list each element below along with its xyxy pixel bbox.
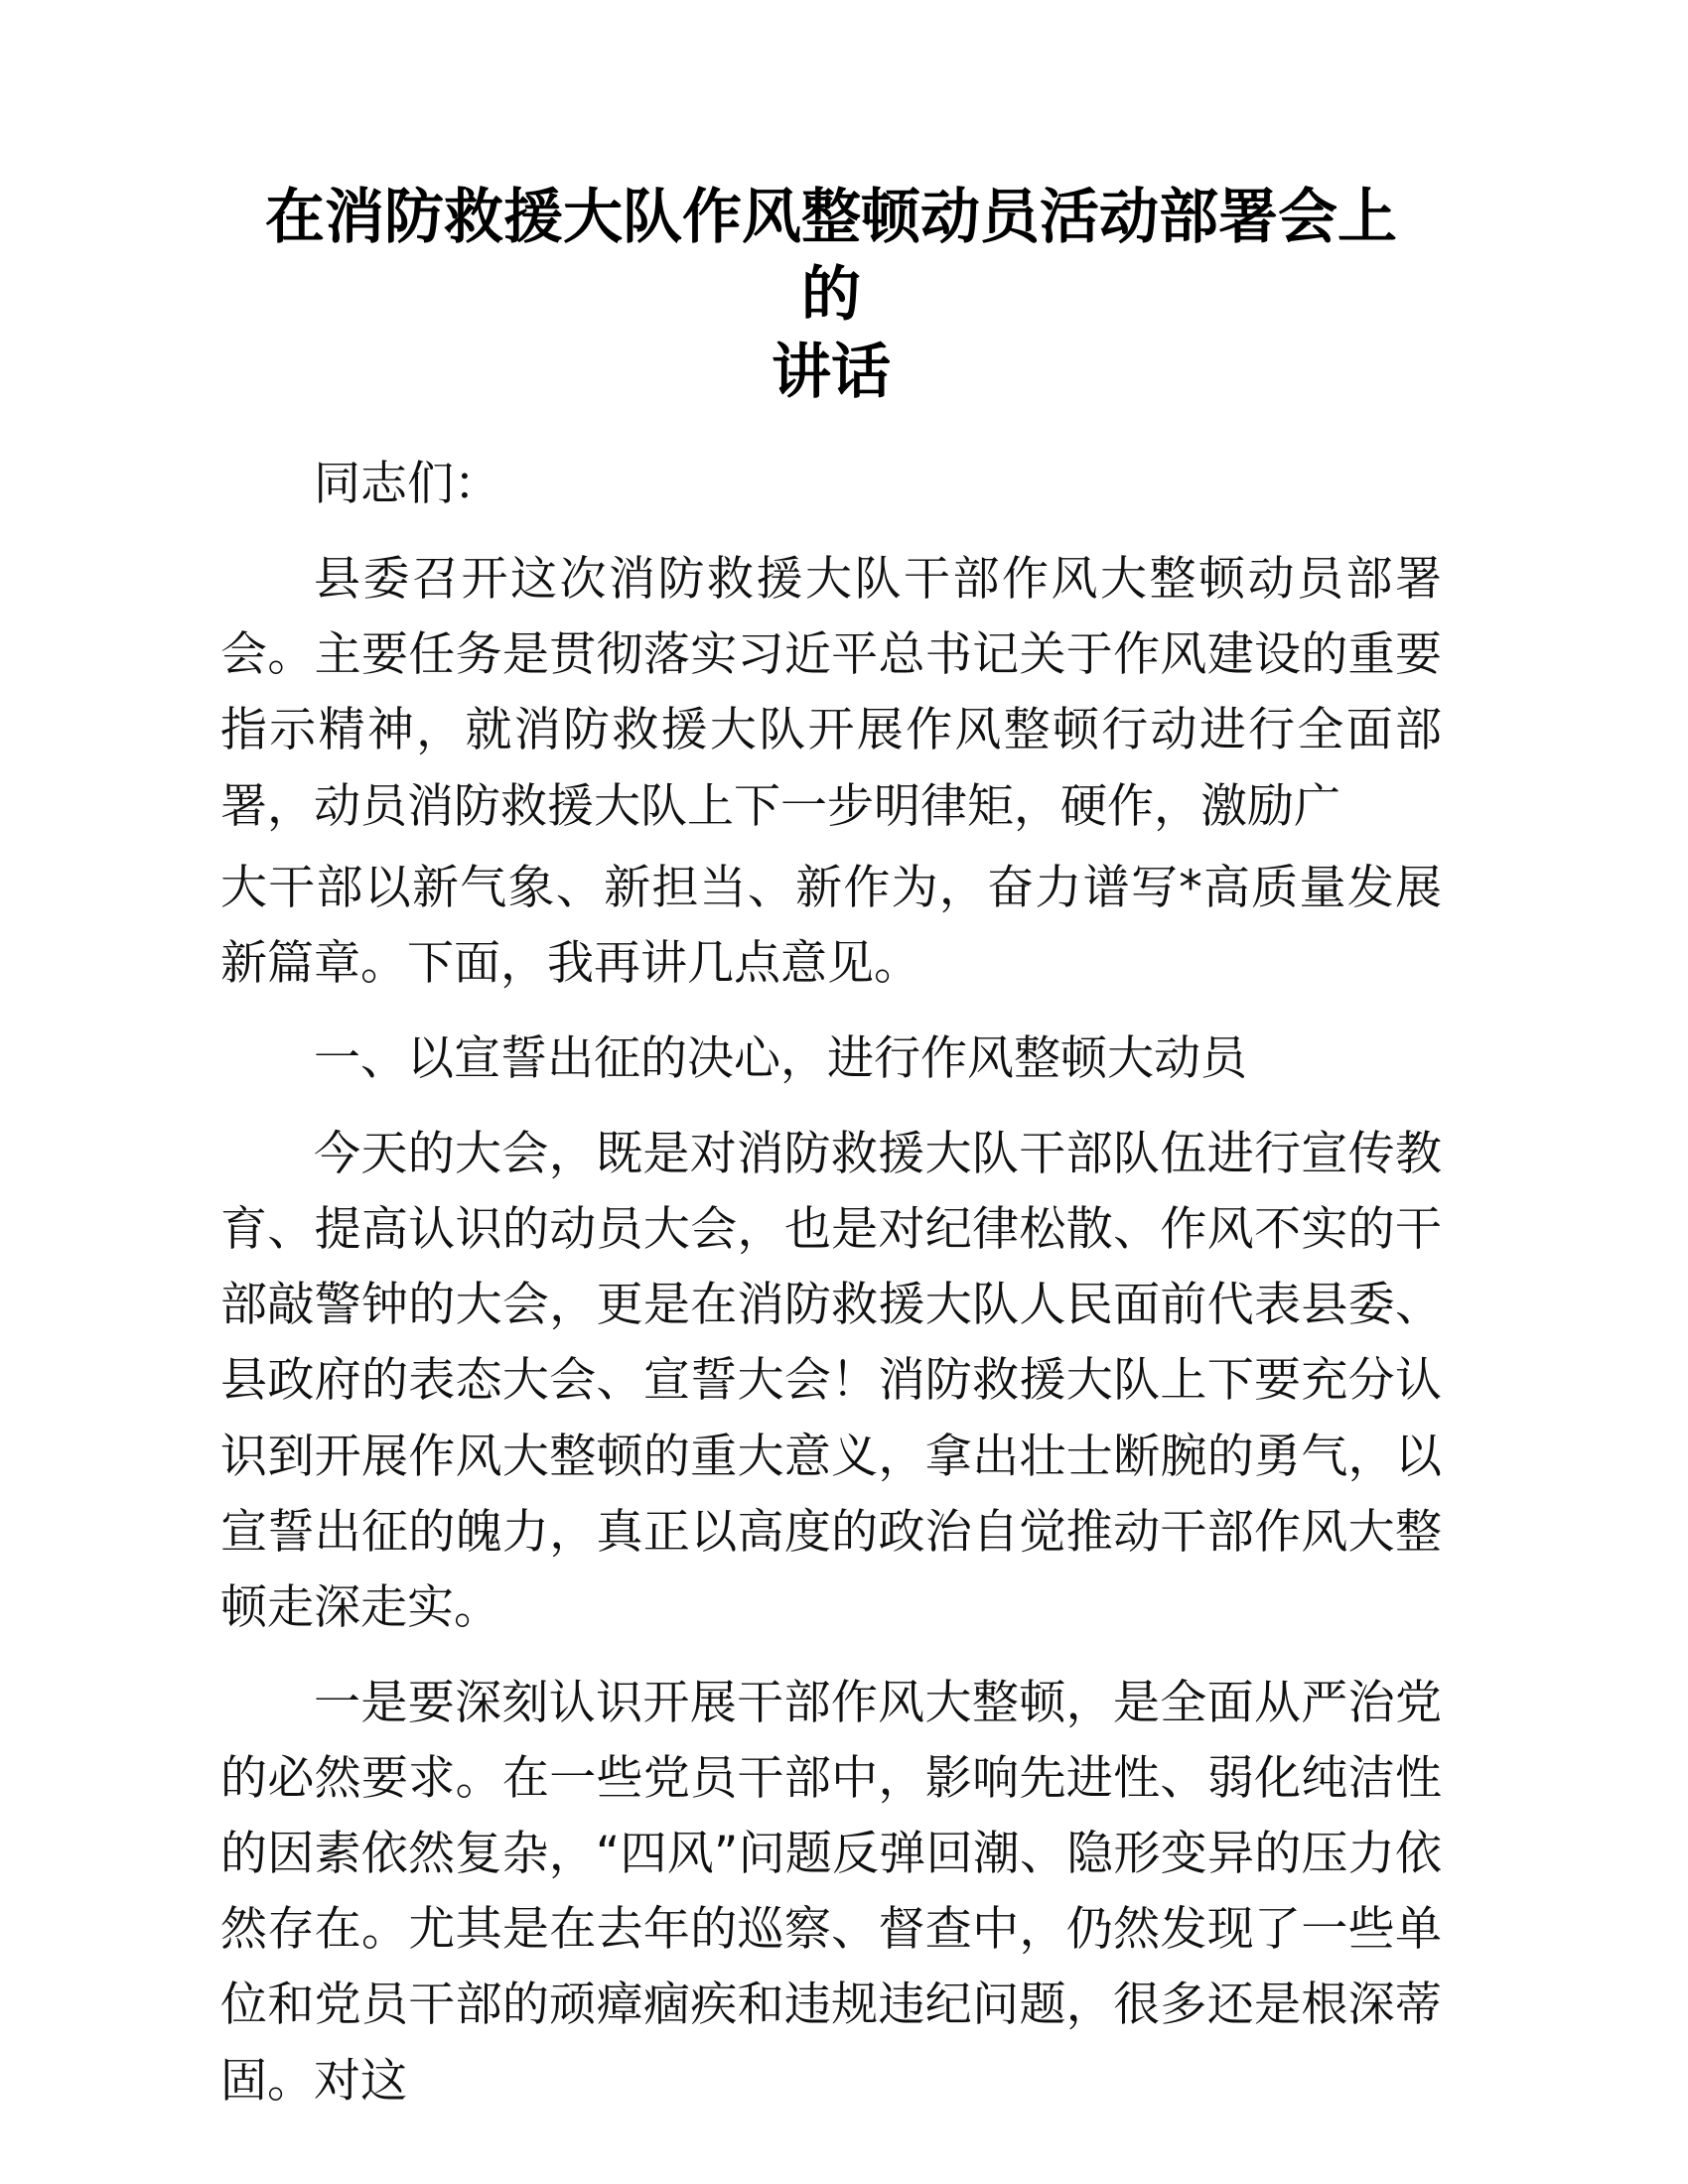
section-heading-1: 一、以宣誓出征的决心，进行作风整顿大动员 — [314, 1030, 1247, 1086]
salutation: 同志们： — [314, 457, 500, 511]
body-paragraph-4: 一是要深刻认识开展干部作风大整顿，是全面从严治党的必然要求。在一些党员干部中，影响先进性、弱化纯洁性的因素依然复杂，“四风”问题反弹回潮、隐形变异的压力依然存在。尤其是在去年的巡察、督查中，仍然发现了一些单位和党员干部的顽瘴痼疾和违规违纪问题，很多还是根深蒂固。对这 — [220, 1675, 1442, 2109]
paragraph-spacer — [220, 1008, 1442, 1022]
body-paragraph-3: 今天的大会，既是对消防救援大队干部队伍进行宣传教育、提高认识的动员大会，也是对纪律松散、作风不实的干部敲警钟的大会，更是在消防救援大队人民面前代表县委、县政府的表态大会、宣誓大会！消防救援大队上下要充分认识到开展作风大整顿的重大意义，拿出壮士断腕的勇气，以宣誓出征的魄力，真正以高度的政治自觉推动干部作风大整顿走深走实。 — [220, 1127, 1442, 1635]
body-paragraph-2: 大干部以新气象、新担当、新作为，奋力谱写*高质量发展新篇章。下面，我再讲几点意见。 — [220, 860, 1442, 991]
document-content — [220, 179, 1442, 2125]
paragraph-spacer — [220, 528, 1442, 542]
body-paragraph-1: 县委召开这次消防救援大队干部作风大整顿动员部署会。主要任务是贯彻落实习近平总书记关于作风建设的重要指示精神，就消防救援大队开展作风整顿行动进行全面部署，动员消防救援大队上下一步明律矩，硬作，激励广 — [220, 552, 1442, 834]
page-title — [220, 179, 1442, 411]
paragraph-spacer — [220, 1652, 1442, 1666]
page-title-line-2: 讲话 — [772, 338, 891, 407]
paragraph-spacer — [220, 1103, 1442, 1117]
page-title-line-1: 在消防救援大队作风整顿动员活动部署会上的 — [265, 183, 1397, 330]
